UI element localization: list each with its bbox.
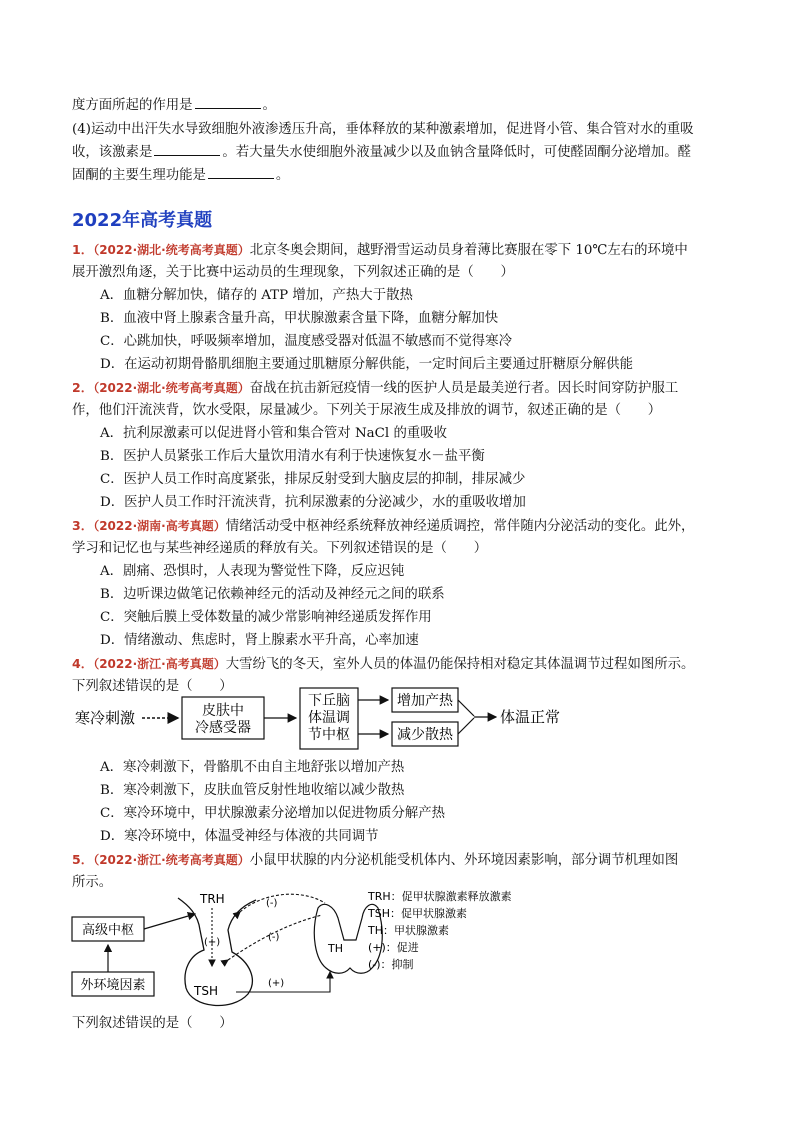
option-a[interactable]: A．血糖分解加快，储存的 ATP 增加，产热大于散热 bbox=[100, 288, 413, 303]
question-5-stem-1 bbox=[72, 850, 678, 871]
question-1-stem-1 bbox=[72, 240, 688, 261]
question-number: 4． bbox=[72, 656, 94, 671]
question-4-stem-2: 下列叙述错误的是（ ） bbox=[72, 679, 233, 694]
question-source: （2022·湖北·统考高考真题） bbox=[93, 381, 250, 395]
higher-center-box bbox=[72, 917, 144, 941]
receptor-box bbox=[182, 697, 264, 739]
intro-line-2: (4)运动中出汗失水导致细胞外液渗透压升高，垂体释放的某种激素增加，促进肾小管、集合管对水的重吸 bbox=[72, 122, 694, 137]
question-2-stem-2: 作，他们汗流浃背，饮水受限，尿量减少。下列关于尿液生成及排放的调节，叙述正确的是（ ） bbox=[72, 403, 662, 418]
heat-loss-box bbox=[392, 722, 458, 746]
answer-blank[interactable] bbox=[154, 143, 220, 156]
heat-loss-label: 减少散热 bbox=[397, 727, 453, 743]
hypothalamus-label: 节中枢 bbox=[308, 727, 350, 743]
question-stem: 奋战在抗击新冠疫情一线的医护人员是最美逆行者。因长时间穿防护服工 bbox=[249, 381, 679, 396]
tsh-label: TSH bbox=[194, 984, 218, 998]
option-c[interactable]: C．医护人员工作时高度紧张，排尿反射受到大脑皮层的抑制，排尿减少 bbox=[100, 472, 526, 487]
question-number: 3． bbox=[72, 518, 94, 533]
question-number: 1． bbox=[72, 242, 94, 257]
hypothalamus-label: 下丘脑 bbox=[308, 693, 350, 709]
hypothalamus-label: 体温调 bbox=[308, 710, 350, 726]
question-3-stem-2: 学习和记忆也与某些神经递质的释放有关。下列叙述错误的是（ ） bbox=[72, 541, 488, 556]
option-d[interactable]: D．寒冷环境中，体温受神经与体液的共同调节 bbox=[100, 829, 379, 844]
question-5-after: 下列叙述错误的是（ ） bbox=[72, 1016, 233, 1031]
question-source: （2022·湖南·高考真题） bbox=[93, 519, 226, 533]
intro-text: 度方面所起的作用是 bbox=[72, 98, 193, 113]
question-stem: 小鼠甲状腺的内分泌机能受机体内、外环境因素影响，部分调节机理如图 bbox=[249, 853, 679, 868]
intro-line-4 bbox=[72, 166, 289, 186]
legend-minus: (-)：抑制 bbox=[368, 958, 414, 971]
question-source: （2022·湖北·统考高考真题） bbox=[93, 243, 250, 257]
legend-th: TH：甲状腺激素 bbox=[368, 924, 449, 937]
question-source: （2022·浙江·高考真题） bbox=[93, 657, 226, 671]
option-b[interactable]: B．血液中肾上腺素含量升高，甲状腺激素含量下降，血糖分解加快 bbox=[100, 311, 499, 326]
intro-text: 。 bbox=[262, 98, 276, 113]
intro-text: 。若大量失水使细胞外液量减少以及血钠含量降低时，可使醛固酮分泌增加。醛 bbox=[222, 145, 692, 160]
question-number: 5． bbox=[72, 852, 94, 867]
question-source: （2022·浙江·统考高考真题） bbox=[93, 853, 250, 867]
intro-line-3 bbox=[72, 143, 691, 163]
inhibit-label: (-) bbox=[268, 932, 280, 943]
option-c[interactable]: C．寒冷环境中，甲状腺激素分泌增加以促进物质分解产热 bbox=[100, 806, 446, 821]
option-d[interactable]: D．情绪激动、焦虑时，肾上腺素水平升高，心率加速 bbox=[100, 633, 419, 648]
option-b[interactable]: B．医护人员紧张工作后大量饮用清水有利于快速恢复水－盐平衡 bbox=[100, 449, 485, 464]
option-b[interactable]: B．寒冷刺激下，皮肤血管反射性地收缩以减少散热 bbox=[100, 783, 405, 798]
question-5-stem-2: 所示。 bbox=[72, 875, 113, 890]
legend-tsh: TSH：促甲状腺激素 bbox=[368, 907, 467, 920]
receptor-label: 冷感受器 bbox=[195, 720, 251, 736]
option-b[interactable]: B．边听课边做笔记依赖神经元的活动及神经元之间的联系 bbox=[100, 587, 445, 602]
answer-blank[interactable] bbox=[195, 96, 261, 109]
question-3-stem-1 bbox=[72, 516, 694, 537]
th-label: TH bbox=[328, 942, 343, 955]
question-2-stem-1 bbox=[72, 378, 678, 399]
trh-label: TRH bbox=[200, 892, 225, 906]
option-a[interactable]: A．寒冷刺激下，骨骼肌不由自主地舒张以增加产热 bbox=[100, 760, 405, 775]
intro-text: 收，该激素是 bbox=[72, 145, 153, 160]
diagram-output-label: 体温正常 bbox=[500, 708, 561, 726]
external-factor-label: 外环境因素 bbox=[80, 978, 146, 993]
question-4-stem-1 bbox=[72, 654, 694, 675]
higher-center-label: 高级中枢 bbox=[81, 923, 135, 938]
receptor-label: 皮肤中 bbox=[202, 703, 244, 719]
pituitary-outline bbox=[178, 898, 256, 1005]
legend-trh: TRH：促甲状腺激素释放激素 bbox=[368, 890, 512, 903]
external-factor-box bbox=[72, 972, 154, 996]
option-d[interactable]: D．医护人员工作时汗流浃背，抗利尿激素的分泌减少，水的重吸收增加 bbox=[100, 495, 526, 510]
section-title: 2022年高考真题 bbox=[72, 210, 213, 231]
thyroid-gland bbox=[314, 904, 382, 973]
diagram-input-label: 寒冷刺激 bbox=[75, 709, 136, 727]
option-c[interactable]: C．心跳加快，呼吸频率增加，温度感受器对低温不敏感而不觉得寒冷 bbox=[100, 334, 512, 349]
option-a[interactable]: A．剧痛、恐惧时，人表现为警觉性下降，反应迟钝 bbox=[100, 564, 405, 579]
option-a[interactable]: A．抗利尿激素可以促进肾小管和集合管对 NaCl 的重吸收 bbox=[100, 426, 448, 441]
question-stem: 情绪活动受中枢神经系统释放神经递质调控，常伴随内分泌活动的变化。此外， bbox=[225, 519, 695, 534]
stimulate-label: (+) bbox=[268, 978, 285, 989]
option-d[interactable]: D．在运动初期骨骼肌细胞主要通过肌糖原分解供能，一定时间后主要通过肝糖原分解供能 bbox=[100, 357, 633, 372]
intro-text: 固酮的主要生理功能是 bbox=[72, 168, 206, 183]
intro-line-1 bbox=[72, 96, 276, 116]
answer-blank[interactable] bbox=[208, 166, 274, 179]
question-1-stem-2: 展开激烈角逐，关于比赛中运动员的生理现象，下列叙述正确的是（ ） bbox=[72, 265, 514, 280]
legend-plus: (+)：促进 bbox=[368, 941, 419, 954]
question-stem: 北京冬奥会期间，越野滑雪运动员身着薄比赛服在零下 10℃左右的环境中 bbox=[249, 243, 688, 258]
hypothalamus-box bbox=[300, 688, 358, 749]
intro-text: 。 bbox=[275, 168, 290, 183]
heat-production-label: 增加产热 bbox=[397, 693, 453, 709]
question-number: 2． bbox=[72, 380, 94, 395]
inhibit-label: (-) bbox=[266, 898, 278, 909]
option-c[interactable]: C．突触后膜上受体数量的减少常影响神经递质发挥作用 bbox=[100, 610, 432, 625]
heat-production-box bbox=[392, 688, 458, 712]
stimulate-label: (+) bbox=[204, 937, 221, 948]
question-stem: 大雪纷飞的冬天，室外人员的体温仍能保持相对稳定其体温调节过程如图所示。 bbox=[225, 657, 695, 672]
